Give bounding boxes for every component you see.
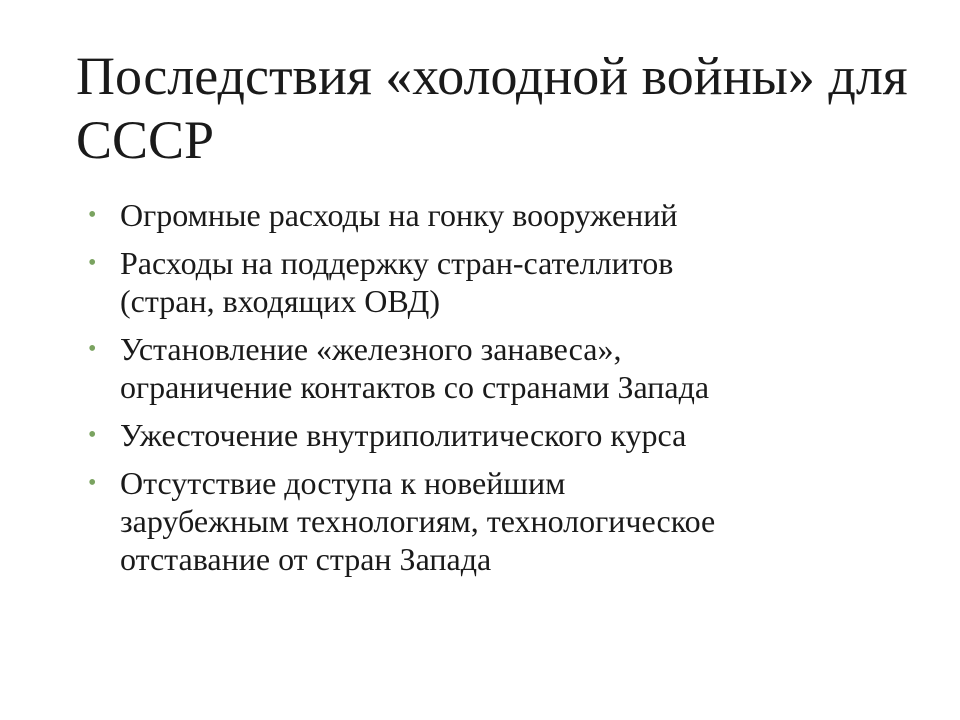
- bullet-text: Расходы на поддержку стран-сателлитов (стран, входящих ОВД): [120, 245, 674, 319]
- bullet-dot-icon: •: [88, 470, 97, 496]
- bullet-dot-icon: •: [88, 202, 97, 228]
- bullet-dot-icon: •: [88, 336, 97, 362]
- bullet-item: [80, 330, 900, 406]
- bullet-text: Ужесточение внутриполитического курса: [120, 417, 687, 453]
- bullet-item: [80, 464, 900, 578]
- bullet-item: [80, 196, 900, 234]
- bullet-dot-icon: •: [88, 422, 97, 448]
- bullet-item: [80, 416, 900, 454]
- bullet-text: Огромные расходы на гонку вооружений: [120, 197, 678, 233]
- slide-title: Последствия «холодной войны» для СССР: [76, 46, 908, 170]
- bullet-text: Отсутствие доступа к новейшим зарубежным технологиям, технологическое отставание от стран Запада: [120, 465, 716, 577]
- bullet-dot-icon: •: [88, 250, 97, 276]
- bullet-text: Установление «железного занавеса», ограничение контактов со странами Запада: [120, 331, 710, 405]
- bullet-list: [80, 196, 900, 588]
- bullet-item: [80, 244, 900, 320]
